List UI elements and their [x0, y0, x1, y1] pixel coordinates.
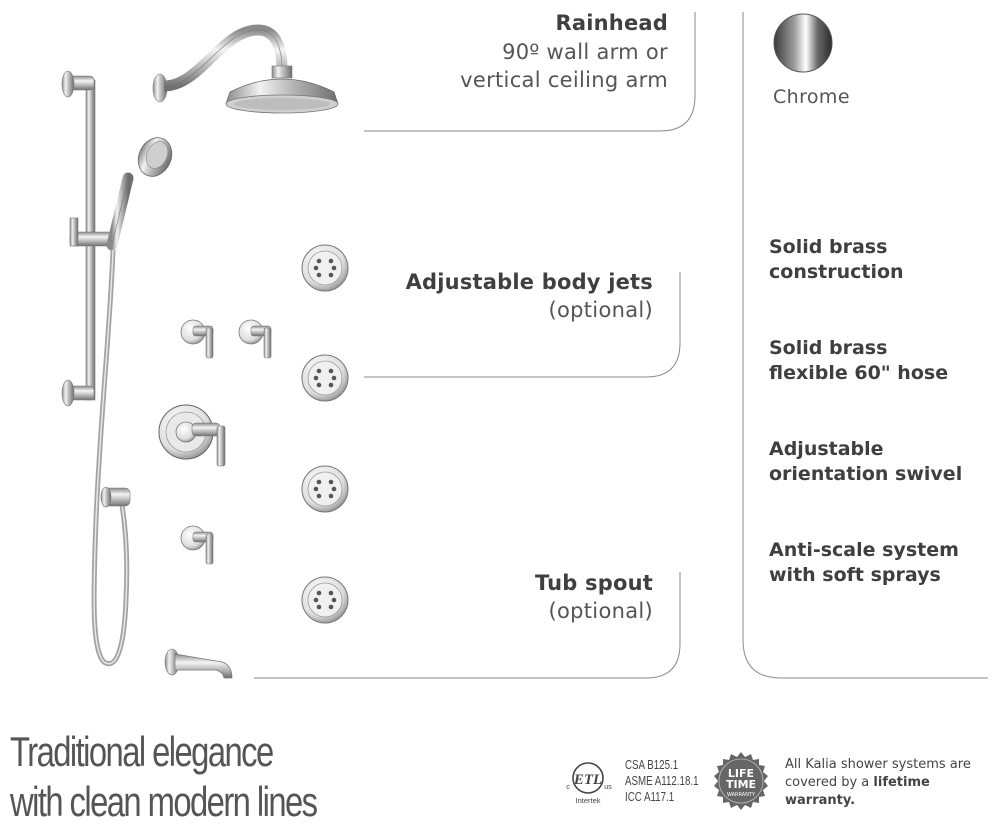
tagline-line2: with clean modern lines — [10, 778, 317, 825]
svg-text:WARRANTY: WARRANTY — [726, 792, 756, 798]
svg-text:TIME: TIME — [725, 778, 757, 791]
certification-standards: CSA B125.1 ASME A112.18.1 ICC A117.1 — [625, 758, 699, 804]
feature-item: Anti-scale system with soft sprays — [769, 539, 959, 586]
rainhead-title: Rainhead — [555, 11, 668, 35]
finish-label: Chrome — [773, 86, 850, 108]
tub-spout-title: Tub spout — [534, 571, 653, 595]
svg-text:Intertek: Intertek — [575, 796, 601, 805]
lifetime-warranty-badge-icon — [708, 750, 774, 816]
svg-text:ETL: ETL — [573, 772, 603, 788]
rainhead-line2: vertical ceiling arm — [460, 68, 668, 92]
tub-spout-callout — [333, 569, 653, 625]
feature-item: Solid brass construction — [769, 236, 904, 283]
feature-item: Adjustable orientation swivel — [769, 438, 963, 485]
feature-item: Solid brass flexible 60" hose — [769, 337, 949, 384]
rainhead-line1: 90º wall arm or — [502, 40, 668, 64]
tub-spout-sub: (optional) — [548, 599, 653, 623]
body-jets-callout — [333, 268, 653, 324]
tagline-line1: Traditional elegance — [10, 728, 273, 775]
body-jets-sub: (optional) — [548, 298, 653, 322]
warranty-text: All Kalia shower systems are covered by a lifetime warranty. — [785, 757, 971, 808]
svg-text:LIFE: LIFE — [727, 767, 755, 780]
rainhead-callout — [348, 8, 668, 94]
svg-text:us: us — [604, 784, 612, 791]
svg-text:c: c — [566, 784, 570, 791]
body-jets-title: Adjustable body jets — [405, 270, 653, 294]
etl-certification-icon — [562, 758, 614, 808]
chrome-swatch-icon — [772, 12, 834, 74]
